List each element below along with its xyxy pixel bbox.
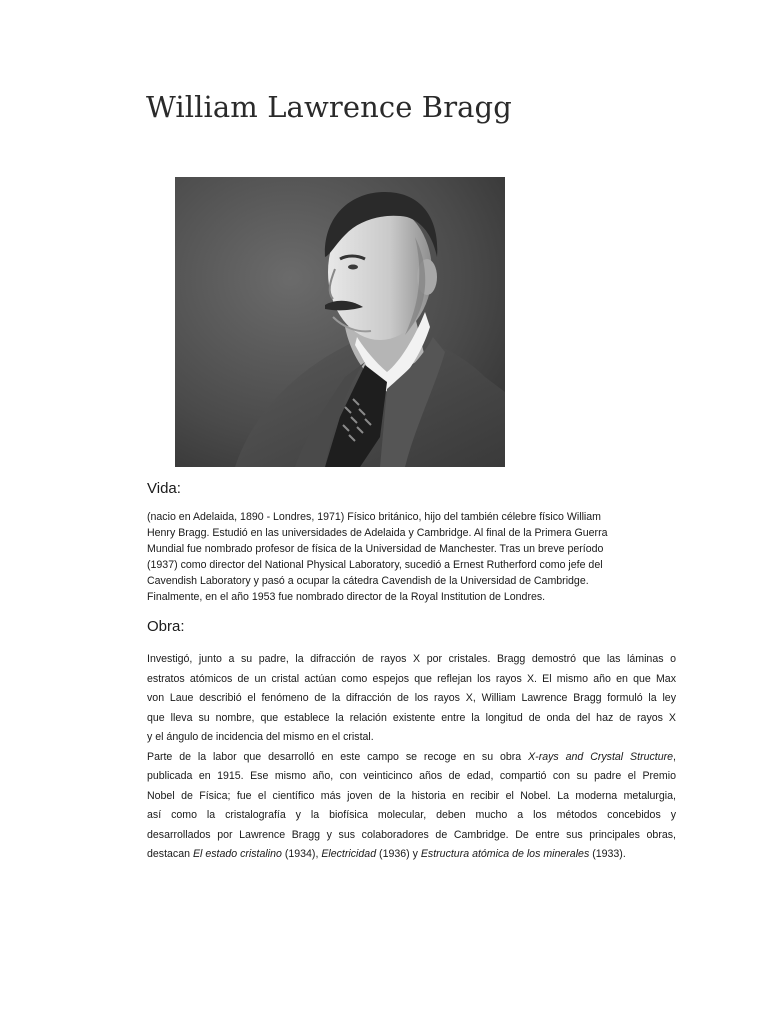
book-title-estructura-atomica: Estructura atómica de los minerales [420,848,590,860]
vida-line: (nacio en Adelaida, 1890 - Londres, 1971) Físico británico, hijo del también célebre físico William [147,511,602,523]
book-title-electricidad: Electricidad [321,848,377,860]
obra-line: que lleva su nombre, que establece la relación existente entre la longitud de onda del haz de rayos X [147,711,676,724]
obra-paragraphs [147,650,676,865]
obra-line: así como la cristalografía y la biofísica molecular, deben mucho a los métodos concebidos y [147,809,676,821]
vida-line: Henry Bragg. Estudió en las universidades de Adelaida y Cambridge. Al final de la Primera Guerra [147,527,608,539]
portrait-photo [175,177,505,467]
obra-text-segment: , [673,750,676,763]
vida-line: Finalmente, en el año 1953 fue nombrado director de la Royal Institution de Londres. [147,591,546,603]
obra-line: y el ángulo de incidencia del mismo en el cristal. [147,731,374,743]
page-title: William Lawrence Bragg [146,90,512,124]
obra-line: Investigó, junto a su padre, la difracción de rayos X por cristales. Bragg demostró que las láminas o [147,653,676,665]
obra-line-with-titles [147,845,676,865]
obra-line: Nobel de Física; fue el científico más joven de la historia en recibir el Nobel. La moderna metalurgia, [147,789,676,802]
obra-text-segment: (1933). [589,848,626,860]
obra-text-segment: (1934), [281,848,322,860]
section-heading-vida: Vida: [147,480,181,497]
obra-text-segment: destacan [147,848,193,860]
vida-line: Mundial fue nombrado profesor de física de la Universidad de Manchester. Tras un breve período [147,543,604,555]
vida-line: (1937) como director del National Physical Laboratory, sucedió a Ernest Rutherford como jefe del [147,559,603,571]
obra-line: von Laue describió el fenómeno de la difracción de los rayos X, William Lawrence Bragg formuló la ley [147,692,676,704]
obra-text-segment: Parte de la labor que desarrolló en este campo se recoge en su obra [147,750,529,763]
obra-text-segment: (1936) y [376,848,421,860]
book-title-xrays: X-rays and Crystal Structure [528,750,674,763]
vida-paragraph [147,509,687,605]
obra-line: desarrollados por Lawrence Bragg y sus colaboradores de Cambridge. De entre sus principales obras, [147,828,676,841]
vida-line: Cavendish Laboratory y pasó a ocupar la cátedra Cavendish de la Universidad de Cambridge. [147,575,589,587]
obra-line-with-title [147,748,676,768]
obra-line: estratos atómicos de un cristal actúan como espejos que reflejan los rayos X. El mismo año en que Max [147,672,676,685]
section-heading-obra: Obra: [147,618,185,635]
book-title-estado-cristalino: El estado cristalino [192,848,282,860]
obra-line: publicada en 1915. Ese mismo año, con veinticinco años de edad, compartió con su padre el Premio [147,770,676,782]
